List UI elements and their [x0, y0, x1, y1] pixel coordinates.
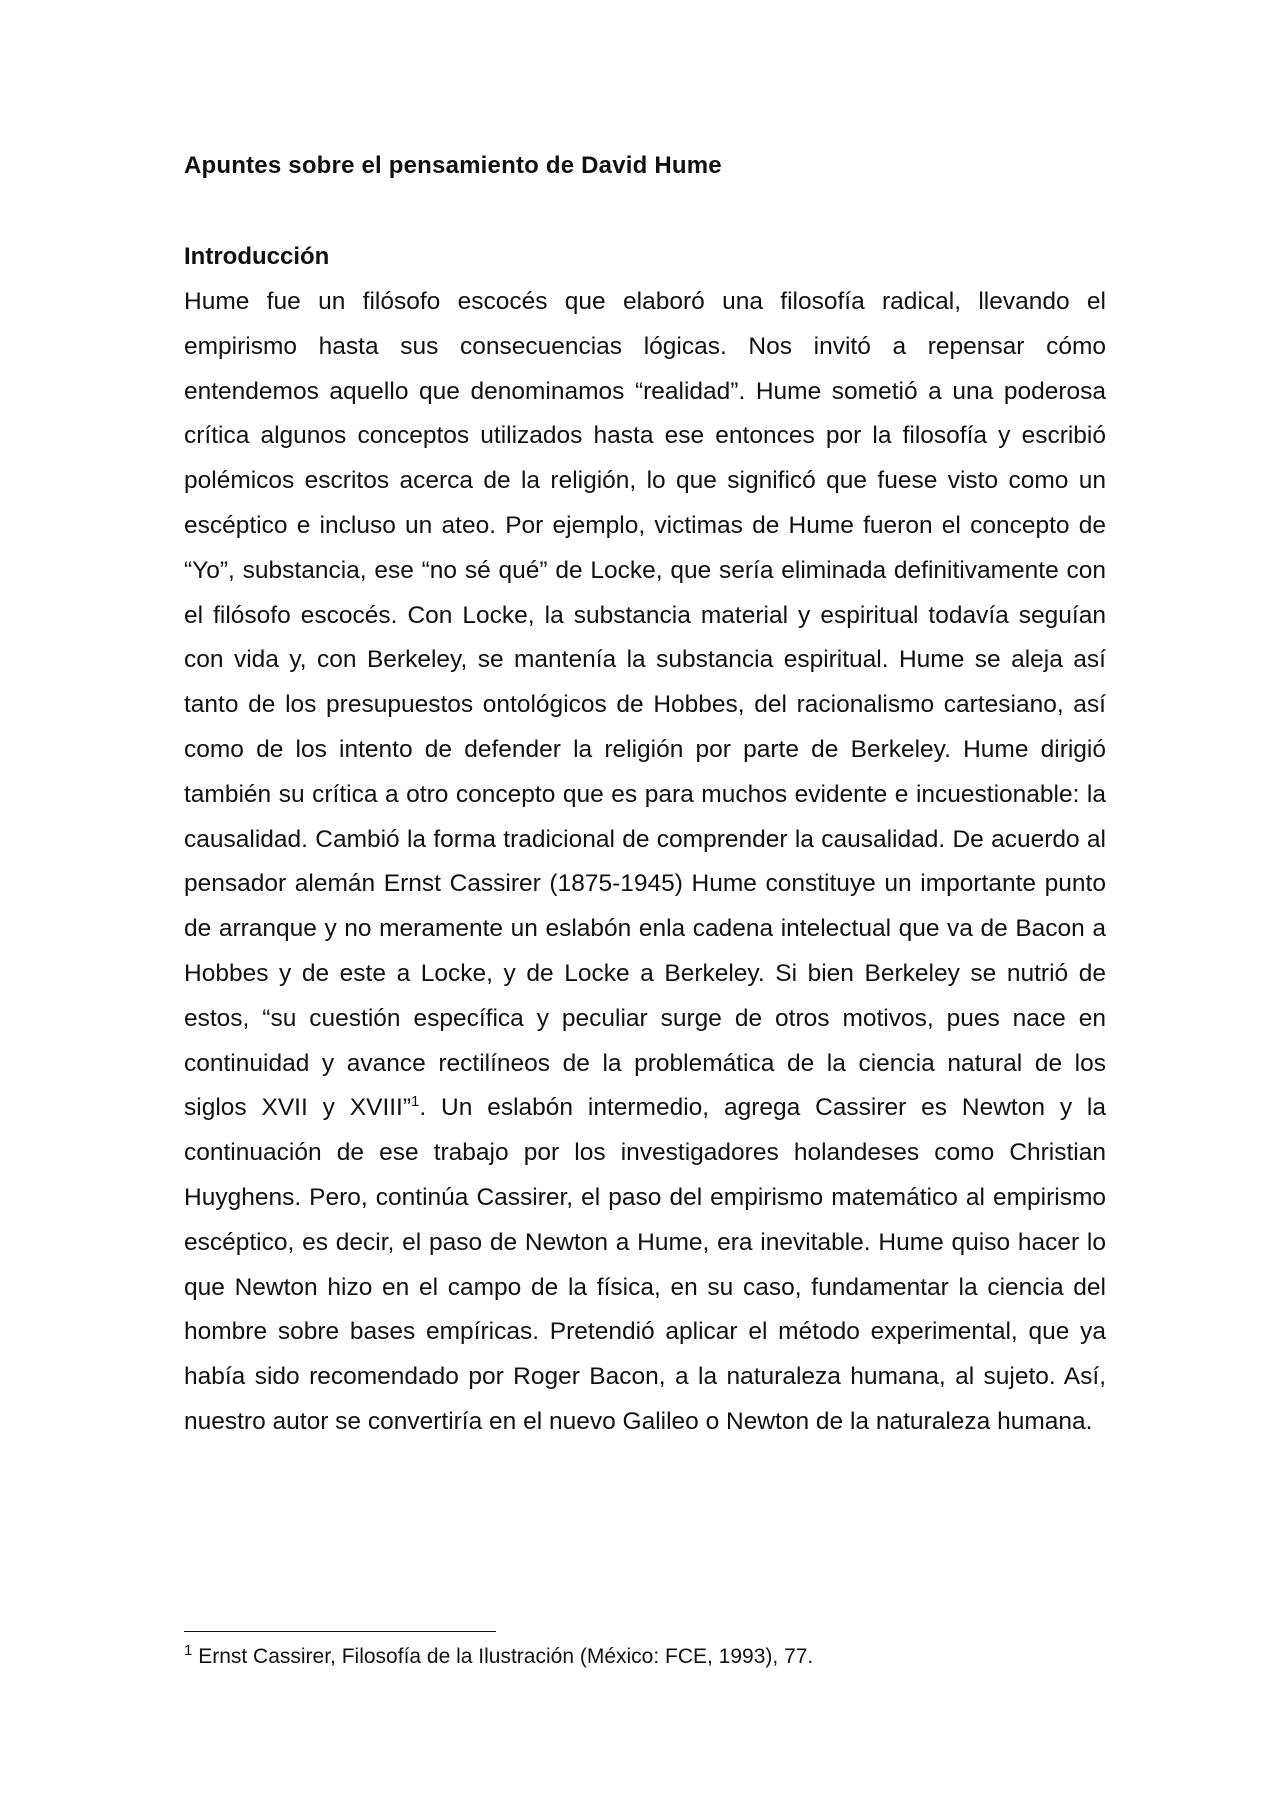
footnote-reference: 1: [411, 1093, 420, 1111]
document-title: Apuntes sobre el pensamiento de David Hume: [184, 152, 722, 179]
footnote: [184, 1642, 813, 1672]
paragraph-text-part2: . Un eslabón intermedio, agrega Cassirer es Newton y la continuación de ese trabajo por los investigadores holandeses como Christian Huyghens. Pero, continúa Cassirer, el paso del empirismo matemático al empirismo escéptico, es decir, el paso de Newton a Hume, era inevitable. Hume quiso hacer lo que Newton hizo en el campo de la física, en su caso, fundamentar la ciencia del hombre sobre bases empíricas. Pretendió aplicar el método experimental, que ya había sido recomendado por Roger Bacon, a la naturaleza humana, al sujeto. Así, nuestro autor se convertiría en el nuevo Galileo o Newton de la naturaleza humana.: [184, 1094, 1106, 1435]
section-heading: Introducción: [184, 243, 330, 270]
footnote-text: Ernst Cassirer, Filosofía de la Ilustración (México: FCE, 1993), 77.: [198, 1645, 814, 1668]
footnote-number: 1: [184, 1642, 193, 1659]
body-paragraph: [184, 280, 1106, 1445]
paragraph-text-part1: Hume fue un filósofo escocés que elaboró una filosofía radical, llevando el empirismo hasta sus consecuencias lógicas. Nos invitó a repensar cómo entendemos aquello que denominamos “realidad”. Hume sometió a una poderosa crítica algunos conceptos utilizados hasta ese entonces por la filosofía y escribió polémicos escritos acerca de la religión, lo que significó que fuese visto como un escéptico e incluso un ateo. Por ejemplo, victimas de Hume fueron el concepto de “Yo”, substancia, ese “no sé qué” de Locke, que sería eliminada definitivamente con el filósofo escocés. Con Locke, la substancia material y espiritual todavía seguían con vida y, con Berkeley, se mantenía la substancia espiritual. Hume se aleja así tanto de los presupuestos ontológicos de Hobbes, del racionalismo cartesiano, así como de los intento de defender la religión por parte de Berkeley. Hume dirigió también su crítica a otro concepto que es para muchos evidente e incuestionable: la causalidad. Cambió la forma tradicional de comprender la causalidad. De acuerdo al pensador alemán Ernst Cassirer (1875-1945) Hume constituye un importante punto de arranque y no meramente un eslabón enla cadena intelectual que va de Bacon a Hobbes y de este a Locke, y de Locke a Berkeley. Si bien Berkeley se nutrió de estos, “su cuestión específica y peculiar surge de otros motivos, pues nace en continuidad y avance rectilíneos de la problemática de la ciencia natural de los siglos XVII y XVIII”: [184, 288, 1106, 1122]
footnote-separator: [184, 1631, 496, 1632]
